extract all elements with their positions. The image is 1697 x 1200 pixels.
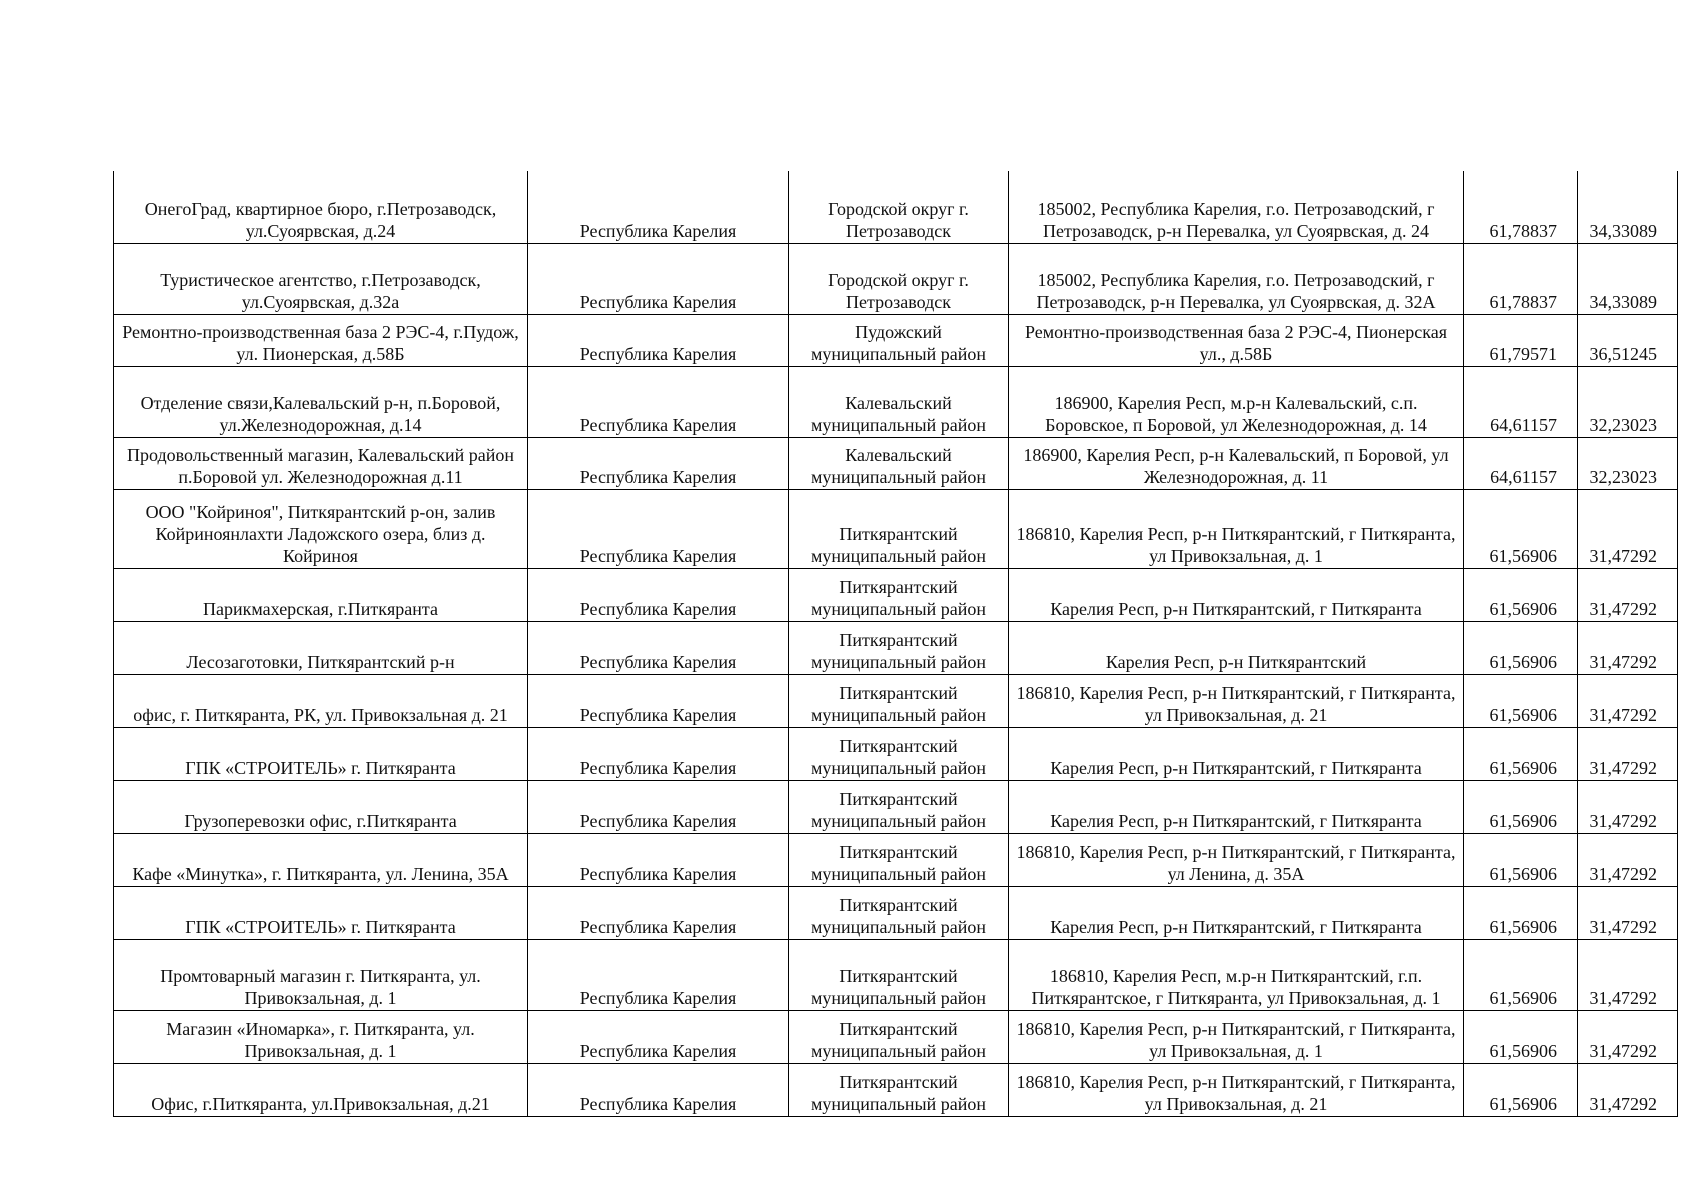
- cell-address: 186810, Карелия Респ, р-н Питкярантский, г Питкяранта, ул Ленина, д. 35А: [1009, 833, 1464, 886]
- cell-district: Калевальский муниципальный район: [789, 437, 1009, 489]
- table-row: [114, 727, 1678, 780]
- cell-address: 186810, Карелия Респ, м.р-н Питкярантский, г.п. Питкярантское, г Питкяранта, ул Привокзальная, д. 1: [1009, 939, 1464, 1010]
- cell-latitude: 61,56906: [1464, 621, 1578, 674]
- cell-name: Парикмахерская, г.Питкяранта: [114, 568, 528, 621]
- cell-district: Калевальский муниципальный район: [789, 366, 1009, 437]
- cell-latitude: 61,56906: [1464, 727, 1578, 780]
- cell-longitude: 36,51245: [1578, 314, 1678, 366]
- cell-region: Республика Карелия: [528, 621, 789, 674]
- cell-longitude: 31,47292: [1578, 489, 1678, 568]
- table-row: [114, 243, 1678, 314]
- table-body: [114, 171, 1678, 1116]
- cell-address: Ремонтно-производственная база 2 РЭС-4, Пионерская ул., д.58Б: [1009, 314, 1464, 366]
- cell-longitude: 34,33089: [1578, 171, 1678, 243]
- cell-district: Питкярантский муниципальный район: [789, 833, 1009, 886]
- cell-district: Питкярантский муниципальный район: [789, 1010, 1009, 1063]
- cell-region: Республика Карелия: [528, 489, 789, 568]
- table-row: [114, 621, 1678, 674]
- cell-latitude: 61,56906: [1464, 568, 1578, 621]
- cell-name: Туристическое агентство, г.Петрозаводск, ул.Суоярвская, д.32а: [114, 243, 528, 314]
- cell-region: Республика Карелия: [528, 1063, 789, 1116]
- cell-address: Карелия Респ, р-н Питкярантский, г Питкяранта: [1009, 727, 1464, 780]
- cell-name: Кафе «Минутка», г. Питкяранта, ул. Ленина, 35А: [114, 833, 528, 886]
- cell-longitude: 32,23023: [1578, 437, 1678, 489]
- cell-name: ООО "Койриноя", Питкярантский р-он, залив Койриноянлахти Ладожского озера, близ д. Койриноя: [114, 489, 528, 568]
- table-row: [114, 366, 1678, 437]
- cell-district: Питкярантский муниципальный район: [789, 621, 1009, 674]
- cell-district: Питкярантский муниципальный район: [789, 886, 1009, 939]
- cell-address: 186810, Карелия Респ, р-н Питкярантский, г Питкяранта, ул Привокзальная, д. 21: [1009, 674, 1464, 727]
- cell-district: Городской округ г. Петрозаводск: [789, 171, 1009, 243]
- cell-latitude: 64,61157: [1464, 437, 1578, 489]
- cell-latitude: 61,56906: [1464, 939, 1578, 1010]
- table-row: [114, 1010, 1678, 1063]
- table-row: [114, 568, 1678, 621]
- cell-district: Пудожский муниципальный район: [789, 314, 1009, 366]
- cell-address: 185002, Республика Карелия, г.о. Петрозаводский, г Петрозаводск, р-н Перевалка, ул Суоярвская, д. 24: [1009, 171, 1464, 243]
- cell-name: Офис, г.Питкяранта, ул.Привокзальная, д.21: [114, 1063, 528, 1116]
- cell-name: Магазин «Иномарка», г. Питкяранта, ул. Привокзальная, д. 1: [114, 1010, 528, 1063]
- cell-longitude: 31,47292: [1578, 886, 1678, 939]
- cell-region: Республика Карелия: [528, 568, 789, 621]
- cell-name: Отделение связи,Калевальский р-н, п.Боровой, ул.Железнодорожная, д.14: [114, 366, 528, 437]
- cell-name: ГПК «СТРОИТЕЛЬ» г. Питкяранта: [114, 727, 528, 780]
- cell-longitude: 31,47292: [1578, 621, 1678, 674]
- locations-table: [113, 171, 1678, 1117]
- cell-address: Карелия Респ, р-н Питкярантский, г Питкяранта: [1009, 886, 1464, 939]
- cell-region: Республика Карелия: [528, 366, 789, 437]
- cell-region: Республика Карелия: [528, 833, 789, 886]
- cell-latitude: 61,56906: [1464, 886, 1578, 939]
- table-row: [114, 171, 1678, 243]
- cell-region: Республика Карелия: [528, 314, 789, 366]
- cell-longitude: 31,47292: [1578, 1063, 1678, 1116]
- table-row: [114, 674, 1678, 727]
- cell-latitude: 61,56906: [1464, 780, 1578, 833]
- cell-longitude: 32,23023: [1578, 366, 1678, 437]
- cell-longitude: 31,47292: [1578, 1010, 1678, 1063]
- cell-longitude: 31,47292: [1578, 939, 1678, 1010]
- cell-district: Питкярантский муниципальный район: [789, 780, 1009, 833]
- cell-address: 186810, Карелия Респ, р-н Питкярантский, г Питкяранта, ул Привокзальная, д. 1: [1009, 1010, 1464, 1063]
- cell-region: Республика Карелия: [528, 886, 789, 939]
- cell-region: Республика Карелия: [528, 939, 789, 1010]
- table-row: [114, 1063, 1678, 1116]
- cell-latitude: 64,61157: [1464, 366, 1578, 437]
- cell-address: 185002, Республика Карелия, г.о. Петрозаводский, г Петрозаводск, р-н Перевалка, ул Суоярвская, д. 32А: [1009, 243, 1464, 314]
- cell-name: Лесозаготовки, Питкярантский р-н: [114, 621, 528, 674]
- cell-latitude: 61,56906: [1464, 489, 1578, 568]
- cell-address: Карелия Респ, р-н Питкярантский: [1009, 621, 1464, 674]
- cell-name: ОнегоГрад, квартирное бюро, г.Петрозаводск, ул.Суоярвская, д.24: [114, 171, 528, 243]
- cell-address: 186810, Карелия Респ, р-н Питкярантский, г Питкяранта, ул Привокзальная, д. 21: [1009, 1063, 1464, 1116]
- cell-region: Республика Карелия: [528, 171, 789, 243]
- cell-district: Питкярантский муниципальный район: [789, 674, 1009, 727]
- cell-name: офис, г. Питкяранта, РК, ул. Привокзальная д. 21: [114, 674, 528, 727]
- cell-latitude: 61,56906: [1464, 674, 1578, 727]
- table-row: [114, 939, 1678, 1010]
- cell-address: 186900, Карелия Респ, р-н Калевальский, п Боровой, ул Железнодорожная, д. 11: [1009, 437, 1464, 489]
- cell-latitude: 61,78837: [1464, 243, 1578, 314]
- cell-longitude: 31,47292: [1578, 727, 1678, 780]
- cell-region: Республика Карелия: [528, 727, 789, 780]
- cell-district: Питкярантский муниципальный район: [789, 939, 1009, 1010]
- cell-district: Питкярантский муниципальный район: [789, 1063, 1009, 1116]
- cell-latitude: 61,56906: [1464, 1063, 1578, 1116]
- cell-address: Карелия Респ, р-н Питкярантский, г Питкяранта: [1009, 568, 1464, 621]
- cell-region: Республика Карелия: [528, 1010, 789, 1063]
- table-row: [114, 489, 1678, 568]
- cell-district: Питкярантский муниципальный район: [789, 489, 1009, 568]
- cell-name: Продовольственный магазин, Калевальский район п.Боровой ул. Железнодорожная д.11: [114, 437, 528, 489]
- table-row: [114, 437, 1678, 489]
- cell-region: Республика Карелия: [528, 780, 789, 833]
- cell-longitude: 31,47292: [1578, 833, 1678, 886]
- table-row: [114, 833, 1678, 886]
- table-row: [114, 886, 1678, 939]
- cell-address: 186810, Карелия Респ, р-н Питкярантский, г Питкяранта, ул Привокзальная, д. 1: [1009, 489, 1464, 568]
- cell-longitude: 31,47292: [1578, 674, 1678, 727]
- cell-region: Республика Карелия: [528, 243, 789, 314]
- cell-address: Карелия Респ, р-н Питкярантский, г Питкяранта: [1009, 780, 1464, 833]
- cell-name: Промтоварный магазин г. Питкяранта, ул. Привокзальная, д. 1: [114, 939, 528, 1010]
- cell-region: Республика Карелия: [528, 437, 789, 489]
- cell-district: Питкярантский муниципальный район: [789, 727, 1009, 780]
- cell-region: Республика Карелия: [528, 674, 789, 727]
- cell-longitude: 31,47292: [1578, 780, 1678, 833]
- cell-latitude: 61,56906: [1464, 1010, 1578, 1063]
- cell-latitude: 61,79571: [1464, 314, 1578, 366]
- cell-name: Ремонтно-производственная база 2 РЭС-4, г.Пудож, ул. Пионерская, д.58Б: [114, 314, 528, 366]
- cell-name: ГПК «СТРОИТЕЛЬ» г. Питкяранта: [114, 886, 528, 939]
- cell-longitude: 31,47292: [1578, 568, 1678, 621]
- table-row: [114, 780, 1678, 833]
- cell-latitude: 61,56906: [1464, 833, 1578, 886]
- cell-name: Грузоперевозки офис, г.Питкяранта: [114, 780, 528, 833]
- cell-address: 186900, Карелия Респ, м.р-н Калевальский, с.п. Боровское, п Боровой, ул Железнодорожная, д. 14: [1009, 366, 1464, 437]
- cell-district: Городской округ г. Петрозаводск: [789, 243, 1009, 314]
- cell-longitude: 34,33089: [1578, 243, 1678, 314]
- cell-latitude: 61,78837: [1464, 171, 1578, 243]
- cell-district: Питкярантский муниципальный район: [789, 568, 1009, 621]
- table-row: [114, 314, 1678, 366]
